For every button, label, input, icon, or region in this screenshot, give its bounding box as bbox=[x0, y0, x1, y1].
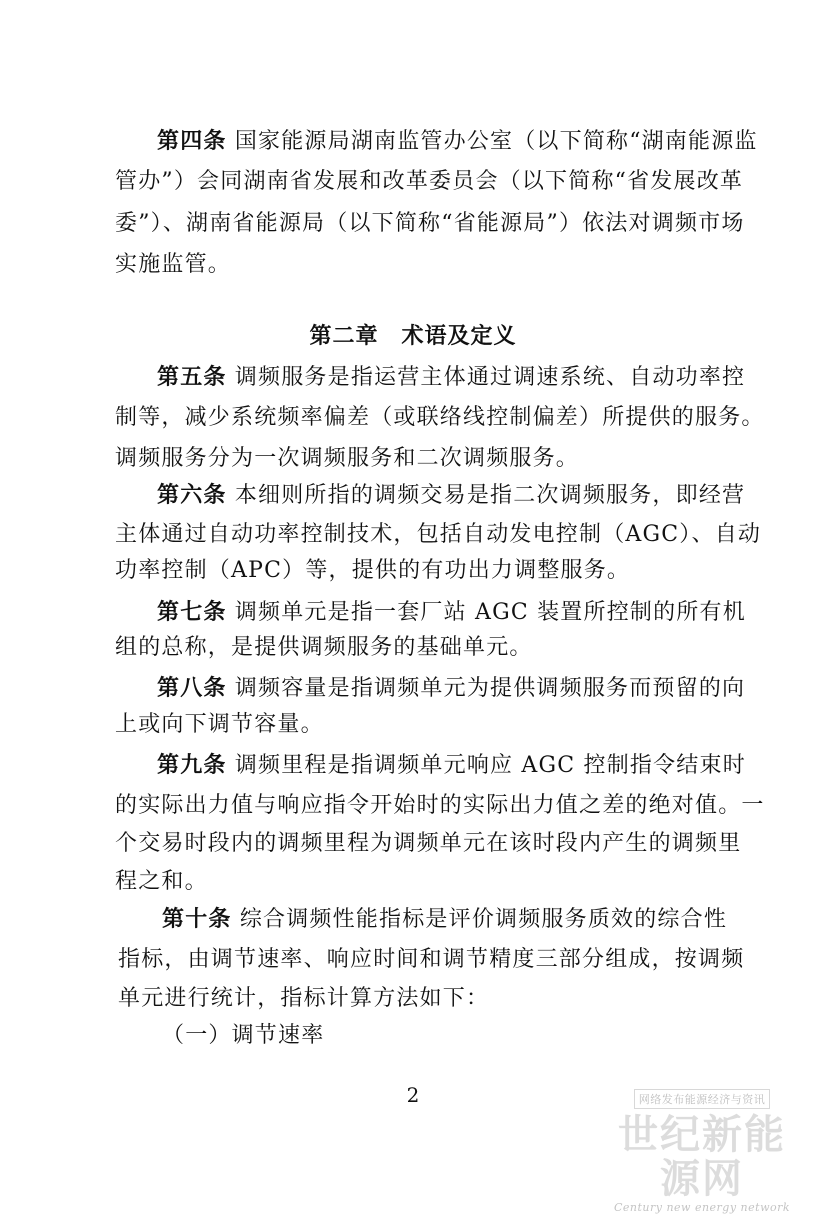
article10-text1: 综合调频性能指标是评价调频服务质效的综合性 bbox=[239, 907, 728, 932]
article8-line1 bbox=[157, 673, 745, 704]
article8-heading: 第八条 bbox=[157, 675, 227, 701]
article5-line2: 制等，减少系统频率偏差（或联络线控制偏差）所提供的服务。 bbox=[115, 405, 765, 430]
article7-text1: 调频单元是指一套厂站 AGC 装置所控制的所有机 bbox=[234, 600, 746, 625]
article4-heading: 第四条 bbox=[157, 128, 227, 154]
article10-line3: 单元进行统计，指标计算方法如下： bbox=[118, 986, 490, 1011]
article9-line3: 个交易时段内的调频里程为调频单元在该时段内产生的调频里 bbox=[115, 831, 742, 856]
article10-line1 bbox=[162, 904, 727, 935]
article9-line4: 程之和。 bbox=[115, 869, 208, 894]
watermark-title: 世纪新能源网 bbox=[618, 1111, 786, 1202]
article4-line2: 管办”）会同湖南省发展和改革委员会（以下简称“省发展改革 bbox=[115, 169, 744, 194]
article4-line3: 委”）、湖南省能源局（以下简称“省能源局”）依法对调频市场 bbox=[115, 211, 745, 236]
article8-text1: 调频容量是指调频单元为提供调频服务而预留的向 bbox=[234, 676, 746, 701]
watermark-subtitle: Century new energy network bbox=[613, 1201, 791, 1214]
article9-text1: 调频里程是指调频单元响应 AGC 控制指令结束时 bbox=[234, 753, 746, 778]
page-number: 2 bbox=[406, 1083, 420, 1107]
article6-line3: 功率控制（APC）等，提供的有功出力调整服务。 bbox=[115, 558, 631, 583]
watermark-tagline: 网络发布能源经济与资讯 bbox=[634, 1089, 771, 1109]
article7-line2: 组的总称，是提供调频服务的基础单元。 bbox=[115, 635, 533, 660]
article5-line1 bbox=[157, 362, 745, 393]
article10-line4: （一）调节速率 bbox=[162, 1023, 325, 1048]
watermark-logo bbox=[602, 1088, 802, 1214]
article6-heading: 第六条 bbox=[157, 482, 227, 508]
article7-line1 bbox=[157, 597, 746, 628]
article5-text1: 调频服务是指运营主体通过调速系统、自动功率控 bbox=[234, 365, 746, 390]
article9-heading: 第九条 bbox=[157, 752, 227, 778]
article10-heading: 第十条 bbox=[162, 906, 232, 932]
article4-text1: 国家能源局湖南监管办公室（以下简称“湖南能源监 bbox=[234, 129, 758, 154]
article4-line4: 实施监管。 bbox=[115, 252, 232, 277]
article4-line1 bbox=[157, 126, 758, 157]
article6-text1: 本细则所指的调频交易是指二次调频服务，即经营 bbox=[234, 483, 746, 508]
article5-heading: 第五条 bbox=[157, 364, 227, 390]
article9-line1 bbox=[157, 750, 746, 781]
article6-line1 bbox=[157, 480, 745, 511]
article9-line2: 的实际出力值与响应指令开始时的实际出力值之差的绝对值。一 bbox=[115, 793, 765, 818]
article5-line3: 调频服务分为一次调频服务和二次调频服务。 bbox=[115, 446, 580, 471]
article6-line2: 主体通过自动功率控制技术，包括自动发电控制（AGC）、自动 bbox=[115, 522, 762, 547]
article7-heading: 第七条 bbox=[157, 599, 227, 625]
chapter-title: 第二章 术语及定义 bbox=[309, 323, 517, 349]
article10-line2: 指标，由调节速率、响应时间和调节精度三部分组成，按调频 bbox=[118, 947, 745, 972]
article8-line2: 上或向下调节容量。 bbox=[115, 712, 324, 737]
